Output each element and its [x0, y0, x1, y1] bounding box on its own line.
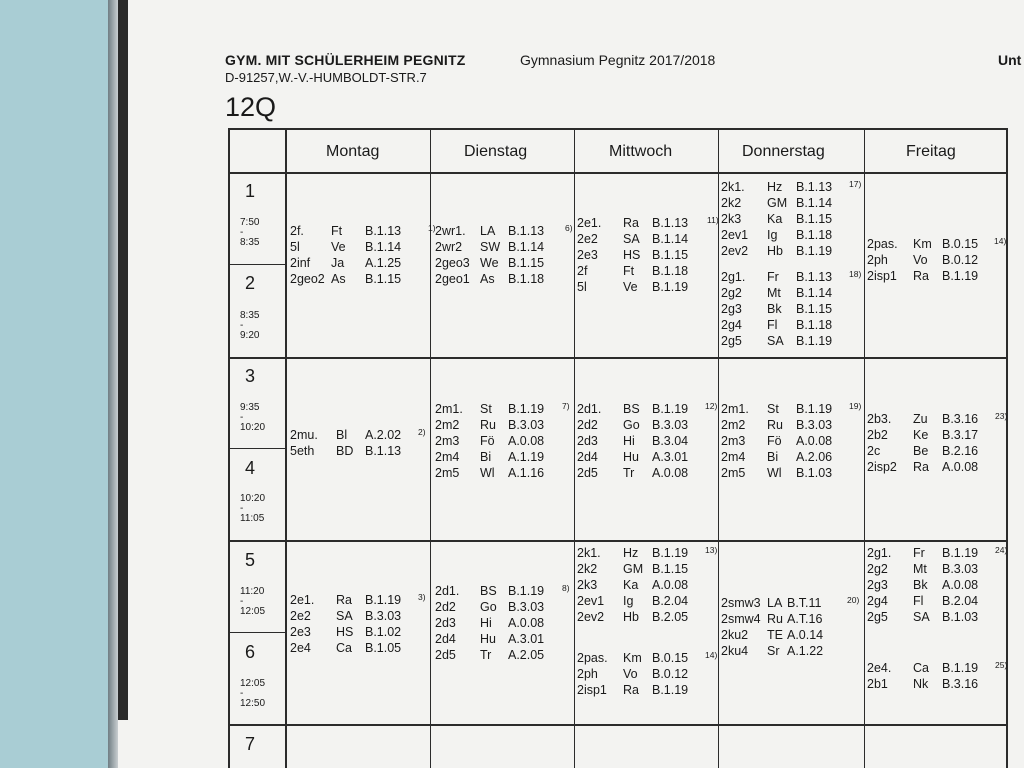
course-code: 2d1.: [435, 584, 460, 598]
teacher-code: Ru: [767, 612, 783, 626]
teacher-code: Ra: [336, 593, 352, 607]
footnote-marker: 20): [847, 595, 860, 605]
course-code: 2pas.: [867, 237, 898, 251]
teacher-code: Ig: [623, 594, 634, 608]
room-code: B.1.13: [652, 216, 689, 230]
cut-off-heading: Unt: [998, 52, 1022, 68]
course-code: 2g3: [867, 578, 888, 592]
course-code: 2g5: [867, 610, 888, 624]
school-year: Gymnasium Pegnitz 2017/2018: [520, 52, 716, 68]
teacher-code: Ra: [913, 460, 929, 474]
footnote-marker: 23): [995, 411, 1008, 421]
room-code: B.0.12: [652, 667, 689, 681]
footnote-marker: 13): [705, 545, 718, 555]
teacher-code: Ve: [623, 280, 638, 294]
teacher-code: Ve: [331, 240, 346, 254]
room-code: B.2.04: [942, 594, 979, 608]
teacher-code: Ra: [913, 269, 929, 283]
period-time: 9:35 - 10:20: [240, 402, 266, 433]
course-code: 2e1.: [577, 216, 602, 230]
course-code: 2d5: [435, 648, 456, 662]
room-code: B.1.19: [796, 334, 833, 348]
room-code: A.0.08: [942, 460, 979, 474]
course-code: 2d2: [577, 418, 598, 432]
room-code: A.1.22: [787, 644, 824, 658]
footnote-marker: 14): [705, 650, 718, 660]
period-number: 6: [245, 642, 256, 662]
period-time: 11:20 - 12:05: [240, 586, 266, 617]
course-code: 2ev2: [721, 244, 749, 258]
room-code: B.1.13: [365, 444, 402, 458]
room-code: B.1.19: [652, 280, 689, 294]
course-code: 2g4: [867, 594, 888, 608]
teacher-code: Vo: [623, 667, 638, 681]
teacher-code: Hb: [767, 244, 783, 258]
room-code: B.1.13: [365, 224, 402, 238]
teacher-code: Bk: [767, 302, 782, 316]
room-code: A.T.16: [787, 612, 823, 626]
course-code: 2f.: [290, 224, 304, 238]
teacher-code: GM: [767, 196, 788, 210]
teacher-code: SA: [623, 232, 640, 246]
teacher-code: Wl: [767, 466, 782, 480]
course-code: 2ph: [867, 253, 888, 267]
teacher-code: Ra: [623, 216, 639, 230]
room-code: A.2.05: [508, 648, 545, 662]
course-code: 2wr2: [435, 240, 463, 254]
course-code: 2mu.: [290, 428, 318, 442]
teacher-code: SA: [767, 334, 784, 348]
course-code: 2m4: [721, 450, 746, 464]
teacher-code: Nk: [913, 677, 929, 691]
footnote-marker: 3): [418, 592, 426, 602]
room-code: B.1.19: [652, 683, 689, 697]
course-code: 2geo1: [435, 272, 470, 286]
course-code: 2ev2: [577, 610, 605, 624]
period-number: 4: [245, 458, 256, 478]
teacher-code: We: [480, 256, 499, 270]
footnote-marker: 25): [995, 660, 1008, 670]
teacher-code: Fö: [767, 434, 782, 448]
course-code: 2d4: [577, 450, 598, 464]
room-code: B.0.15: [942, 237, 979, 251]
course-code: 2k3: [577, 578, 598, 592]
teacher-code: Bk: [913, 578, 928, 592]
teacher-code: BS: [623, 402, 640, 416]
teacher-code: Ig: [767, 228, 778, 242]
course-code: 2g2: [867, 562, 888, 576]
teacher-code: Hu: [623, 450, 639, 464]
course-code: 2ev1: [721, 228, 749, 242]
teacher-code: SA: [336, 609, 353, 623]
room-code: A.3.01: [652, 450, 689, 464]
room-code: B.1.18: [652, 264, 689, 278]
sheet-edge: [118, 0, 128, 720]
room-code: B.3.16: [942, 412, 979, 426]
teacher-code: Ru: [767, 418, 783, 432]
course-code: 2ku2: [721, 628, 749, 642]
course-code: 2ev1: [577, 594, 605, 608]
room-code: A.0.08: [508, 616, 545, 630]
teacher-code: Km: [623, 651, 642, 665]
teacher-code: Vo: [913, 253, 928, 267]
room-code: B.1.18: [508, 272, 545, 286]
room-code: B.3.03: [652, 418, 689, 432]
teacher-code: Go: [480, 600, 497, 614]
room-code: B.1.14: [365, 240, 402, 254]
room-code: B.1.15: [508, 256, 545, 270]
period-time: 12:05 - 12:50: [240, 678, 266, 709]
teacher-code: Ka: [623, 578, 639, 592]
teacher-code: HS: [336, 625, 354, 639]
footnote-marker: 6): [565, 223, 573, 233]
room-code: A.1.19: [508, 450, 545, 464]
day-header-thursday: Donnerstag: [742, 143, 825, 160]
teacher-code: SA: [913, 610, 930, 624]
course-code: 2inf: [290, 256, 311, 270]
teacher-code: Go: [623, 418, 640, 432]
room-code: B.1.13: [508, 224, 545, 238]
teacher-code: Fö: [480, 434, 495, 448]
room-code: B.1.19: [942, 661, 979, 675]
course-code: 5l: [577, 280, 587, 294]
teacher-code: Ca: [913, 661, 929, 675]
course-code: 2k1.: [721, 180, 745, 194]
period-number: 7: [245, 734, 256, 754]
course-code: 5eth: [290, 444, 315, 458]
school-address: D-91257,W.-V.-HUMBOLDT-STR.7: [225, 70, 427, 85]
course-code: 2d2: [435, 600, 456, 614]
course-code: 2e1.: [290, 593, 315, 607]
room-code: B.1.15: [796, 302, 833, 316]
course-code: 2smw4: [721, 612, 761, 626]
room-code: B.2.04: [652, 594, 689, 608]
room-code: B.1.19: [508, 584, 545, 598]
course-code: 2k1.: [577, 546, 601, 560]
room-code: B.1.19: [652, 402, 689, 416]
room-code: A.1.25: [365, 256, 402, 270]
course-code: 2g1.: [867, 546, 892, 560]
teacher-code: Hb: [623, 610, 639, 624]
course-code: 2geo2: [290, 272, 325, 286]
room-code: B.1.14: [796, 286, 833, 300]
day-header-wednesday: Mittwoch: [609, 143, 673, 160]
course-code: 2k2: [577, 562, 598, 576]
course-code: 2f: [577, 264, 588, 278]
room-code: B.1.03: [796, 466, 833, 480]
footnote-marker: 8): [562, 583, 570, 593]
course-code: 2g5: [721, 334, 742, 348]
teacher-code: Fr: [913, 546, 925, 560]
room-code: B.1.19: [508, 402, 545, 416]
room-code: B.1.18: [796, 318, 833, 332]
room-code: A.0.08: [652, 466, 689, 480]
room-code: B.T.11: [787, 596, 822, 610]
teacher-code: BD: [336, 444, 354, 458]
teacher-code: Hz: [767, 180, 783, 194]
teacher-code: Mt: [767, 286, 781, 300]
room-code: B.3.04: [652, 434, 689, 448]
course-code: 2b3.: [867, 412, 892, 426]
teacher-code: Tr: [623, 466, 635, 480]
teacher-code: Wl: [480, 466, 495, 480]
period-time: 8:35 - 9:20: [240, 310, 260, 341]
teacher-code: St: [480, 402, 492, 416]
course-code: 2c: [867, 444, 881, 458]
room-code: A.2.02: [365, 428, 402, 442]
teacher-code: Ft: [623, 264, 635, 278]
period-number: 1: [245, 181, 256, 201]
teacher-code: Ka: [767, 212, 783, 226]
teacher-code: Bi: [480, 450, 492, 464]
course-code: 2g1.: [721, 270, 746, 284]
footnote-marker: 17): [849, 179, 862, 189]
footnote-marker: 14): [994, 236, 1007, 246]
room-code: B.1.19: [942, 269, 979, 283]
course-code: 2d3: [577, 434, 598, 448]
course-code: 2e4.: [867, 661, 892, 675]
room-code: B.1.14: [796, 196, 833, 210]
room-code: A.0.08: [942, 578, 979, 592]
teacher-code: Zu: [913, 412, 928, 426]
room-code: A.1.16: [508, 466, 545, 480]
course-code: 2m3: [435, 434, 460, 448]
teacher-code: Bi: [767, 450, 779, 464]
teacher-code: Hi: [623, 434, 635, 448]
course-code: 2m5: [721, 466, 746, 480]
period-time: 7:50 - 8:35: [240, 217, 260, 248]
course-code: 2isp2: [867, 460, 897, 474]
room-code: B.3.16: [942, 677, 979, 691]
course-code: 2e3: [577, 248, 598, 262]
course-code: 2g3: [721, 302, 742, 316]
teacher-code: Km: [913, 237, 932, 251]
room-code: B.1.19: [652, 546, 689, 560]
teacher-code: TE: [767, 628, 783, 642]
room-code: B.1.14: [652, 232, 689, 246]
course-code: 2e2: [577, 232, 598, 246]
teacher-code: Ra: [623, 683, 639, 697]
course-code: 2m2: [435, 418, 460, 432]
day-header-monday: Montag: [326, 143, 380, 160]
room-code: B.0.15: [652, 651, 689, 665]
footnote-marker: 24): [995, 545, 1008, 555]
course-code: 2k2: [721, 196, 742, 210]
footnote-marker: 12): [705, 401, 718, 411]
teacher-code: Fr: [767, 270, 779, 284]
room-code: A.3.01: [508, 632, 545, 646]
course-code: 2e2: [290, 609, 311, 623]
room-code: B.1.05: [365, 641, 402, 655]
footnote-marker: 19): [849, 401, 862, 411]
course-code: 2m4: [435, 450, 460, 464]
room-code: B.1.19: [796, 244, 833, 258]
teacher-code: Mt: [913, 562, 927, 576]
teacher-code: Ja: [331, 256, 345, 270]
course-code: 2isp1: [867, 269, 897, 283]
footnote-marker: 7): [562, 401, 570, 411]
course-code: 2g4: [721, 318, 742, 332]
room-code: B.3.17: [942, 428, 979, 442]
course-code: 2k3: [721, 212, 742, 226]
room-code: B.2.05: [652, 610, 689, 624]
course-code: 2m3: [721, 434, 746, 448]
room-code: B.2.16: [942, 444, 979, 458]
room-code: B.1.02: [365, 625, 402, 639]
course-code: 2e3: [290, 625, 311, 639]
course-code: 2m1.: [721, 402, 749, 416]
course-code: 2m2: [721, 418, 746, 432]
course-code: 2isp1: [577, 683, 607, 697]
teacher-code: HS: [623, 248, 641, 262]
teacher-code: Tr: [480, 648, 492, 662]
footnote-marker: 11): [707, 215, 719, 225]
day-header-friday: Freitag: [906, 143, 956, 160]
period-number: 3: [245, 366, 256, 386]
teacher-code: Ru: [480, 418, 496, 432]
teacher-code: LA: [767, 596, 783, 610]
room-code: B.1.13: [796, 270, 833, 284]
room-code: B.1.13: [796, 180, 833, 194]
teacher-code: Be: [913, 444, 929, 458]
teacher-code: LA: [480, 224, 496, 238]
room-code: A.2.06: [796, 450, 833, 464]
period-time: 10:20 - 11:05: [240, 493, 266, 524]
teacher-code: Hu: [480, 632, 496, 646]
teacher-code: Sr: [767, 644, 780, 658]
room-code: B.3.03: [508, 418, 545, 432]
teacher-code: SW: [480, 240, 501, 254]
room-code: B.1.18: [796, 228, 833, 242]
teacher-code: Fl: [767, 318, 778, 332]
teacher-code: As: [331, 272, 346, 286]
room-code: B.1.14: [508, 240, 545, 254]
room-code: B.0.12: [942, 253, 979, 267]
room-code: A.0.14: [787, 628, 824, 642]
footnote-marker: 18): [849, 269, 862, 279]
room-code: B.1.15: [652, 248, 689, 262]
course-code: 2geo3: [435, 256, 470, 270]
course-code: 2ph: [577, 667, 598, 681]
course-code: 2d5: [577, 466, 598, 480]
course-code: 2pas.: [577, 651, 608, 665]
room-code: B.1.19: [365, 593, 402, 607]
teacher-code: As: [480, 272, 495, 286]
course-code: 2d1.: [577, 402, 602, 416]
course-code: 2m1.: [435, 402, 463, 416]
course-code: 2g2: [721, 286, 742, 300]
room-code: B.3.03: [942, 562, 979, 576]
footnote-marker: 1): [428, 223, 436, 233]
room-code: B.3.03: [508, 600, 545, 614]
teacher-code: Ke: [913, 428, 929, 442]
room-code: B.3.03: [796, 418, 833, 432]
course-code: 2smw3: [721, 596, 761, 610]
course-code: 2ku4: [721, 644, 749, 658]
teacher-code: Hi: [480, 616, 492, 630]
teacher-code: Ft: [331, 224, 343, 238]
course-code: 2b1: [867, 677, 888, 691]
footnote-marker: 2): [418, 427, 426, 437]
course-code: 2m5: [435, 466, 460, 480]
course-code: 2d3: [435, 616, 456, 630]
room-code: A.0.08: [652, 578, 689, 592]
room-code: B.1.19: [796, 402, 833, 416]
teacher-code: BS: [480, 584, 497, 598]
course-code: 2e4: [290, 641, 311, 655]
class-name: 12Q: [225, 92, 277, 122]
teacher-code: St: [767, 402, 779, 416]
room-code: A.0.08: [796, 434, 833, 448]
teacher-code: Hz: [623, 546, 639, 560]
day-header-tuesday: Dienstag: [464, 143, 528, 160]
room-code: B.1.15: [365, 272, 402, 286]
period-number: 5: [245, 550, 256, 570]
school-name: GYM. MIT SCHÜLERHEIM PEGNITZ: [225, 52, 466, 68]
course-code: 2b2: [867, 428, 888, 442]
teacher-code: GM: [623, 562, 644, 576]
course-code: 5l: [290, 240, 300, 254]
room-code: B.1.19: [942, 546, 979, 560]
room-code: B.1.15: [652, 562, 689, 576]
period-number: 2: [245, 273, 256, 293]
teacher-code: Ca: [336, 641, 352, 655]
room-code: B.1.03: [942, 610, 979, 624]
room-code: B.3.03: [365, 609, 402, 623]
room-code: A.0.08: [508, 434, 545, 448]
course-code: 2d4: [435, 632, 456, 646]
room-code: B.1.15: [796, 212, 833, 226]
course-code: 2wr1.: [435, 224, 466, 238]
teacher-code: Fl: [913, 594, 924, 608]
teacher-code: Bl: [336, 428, 348, 442]
